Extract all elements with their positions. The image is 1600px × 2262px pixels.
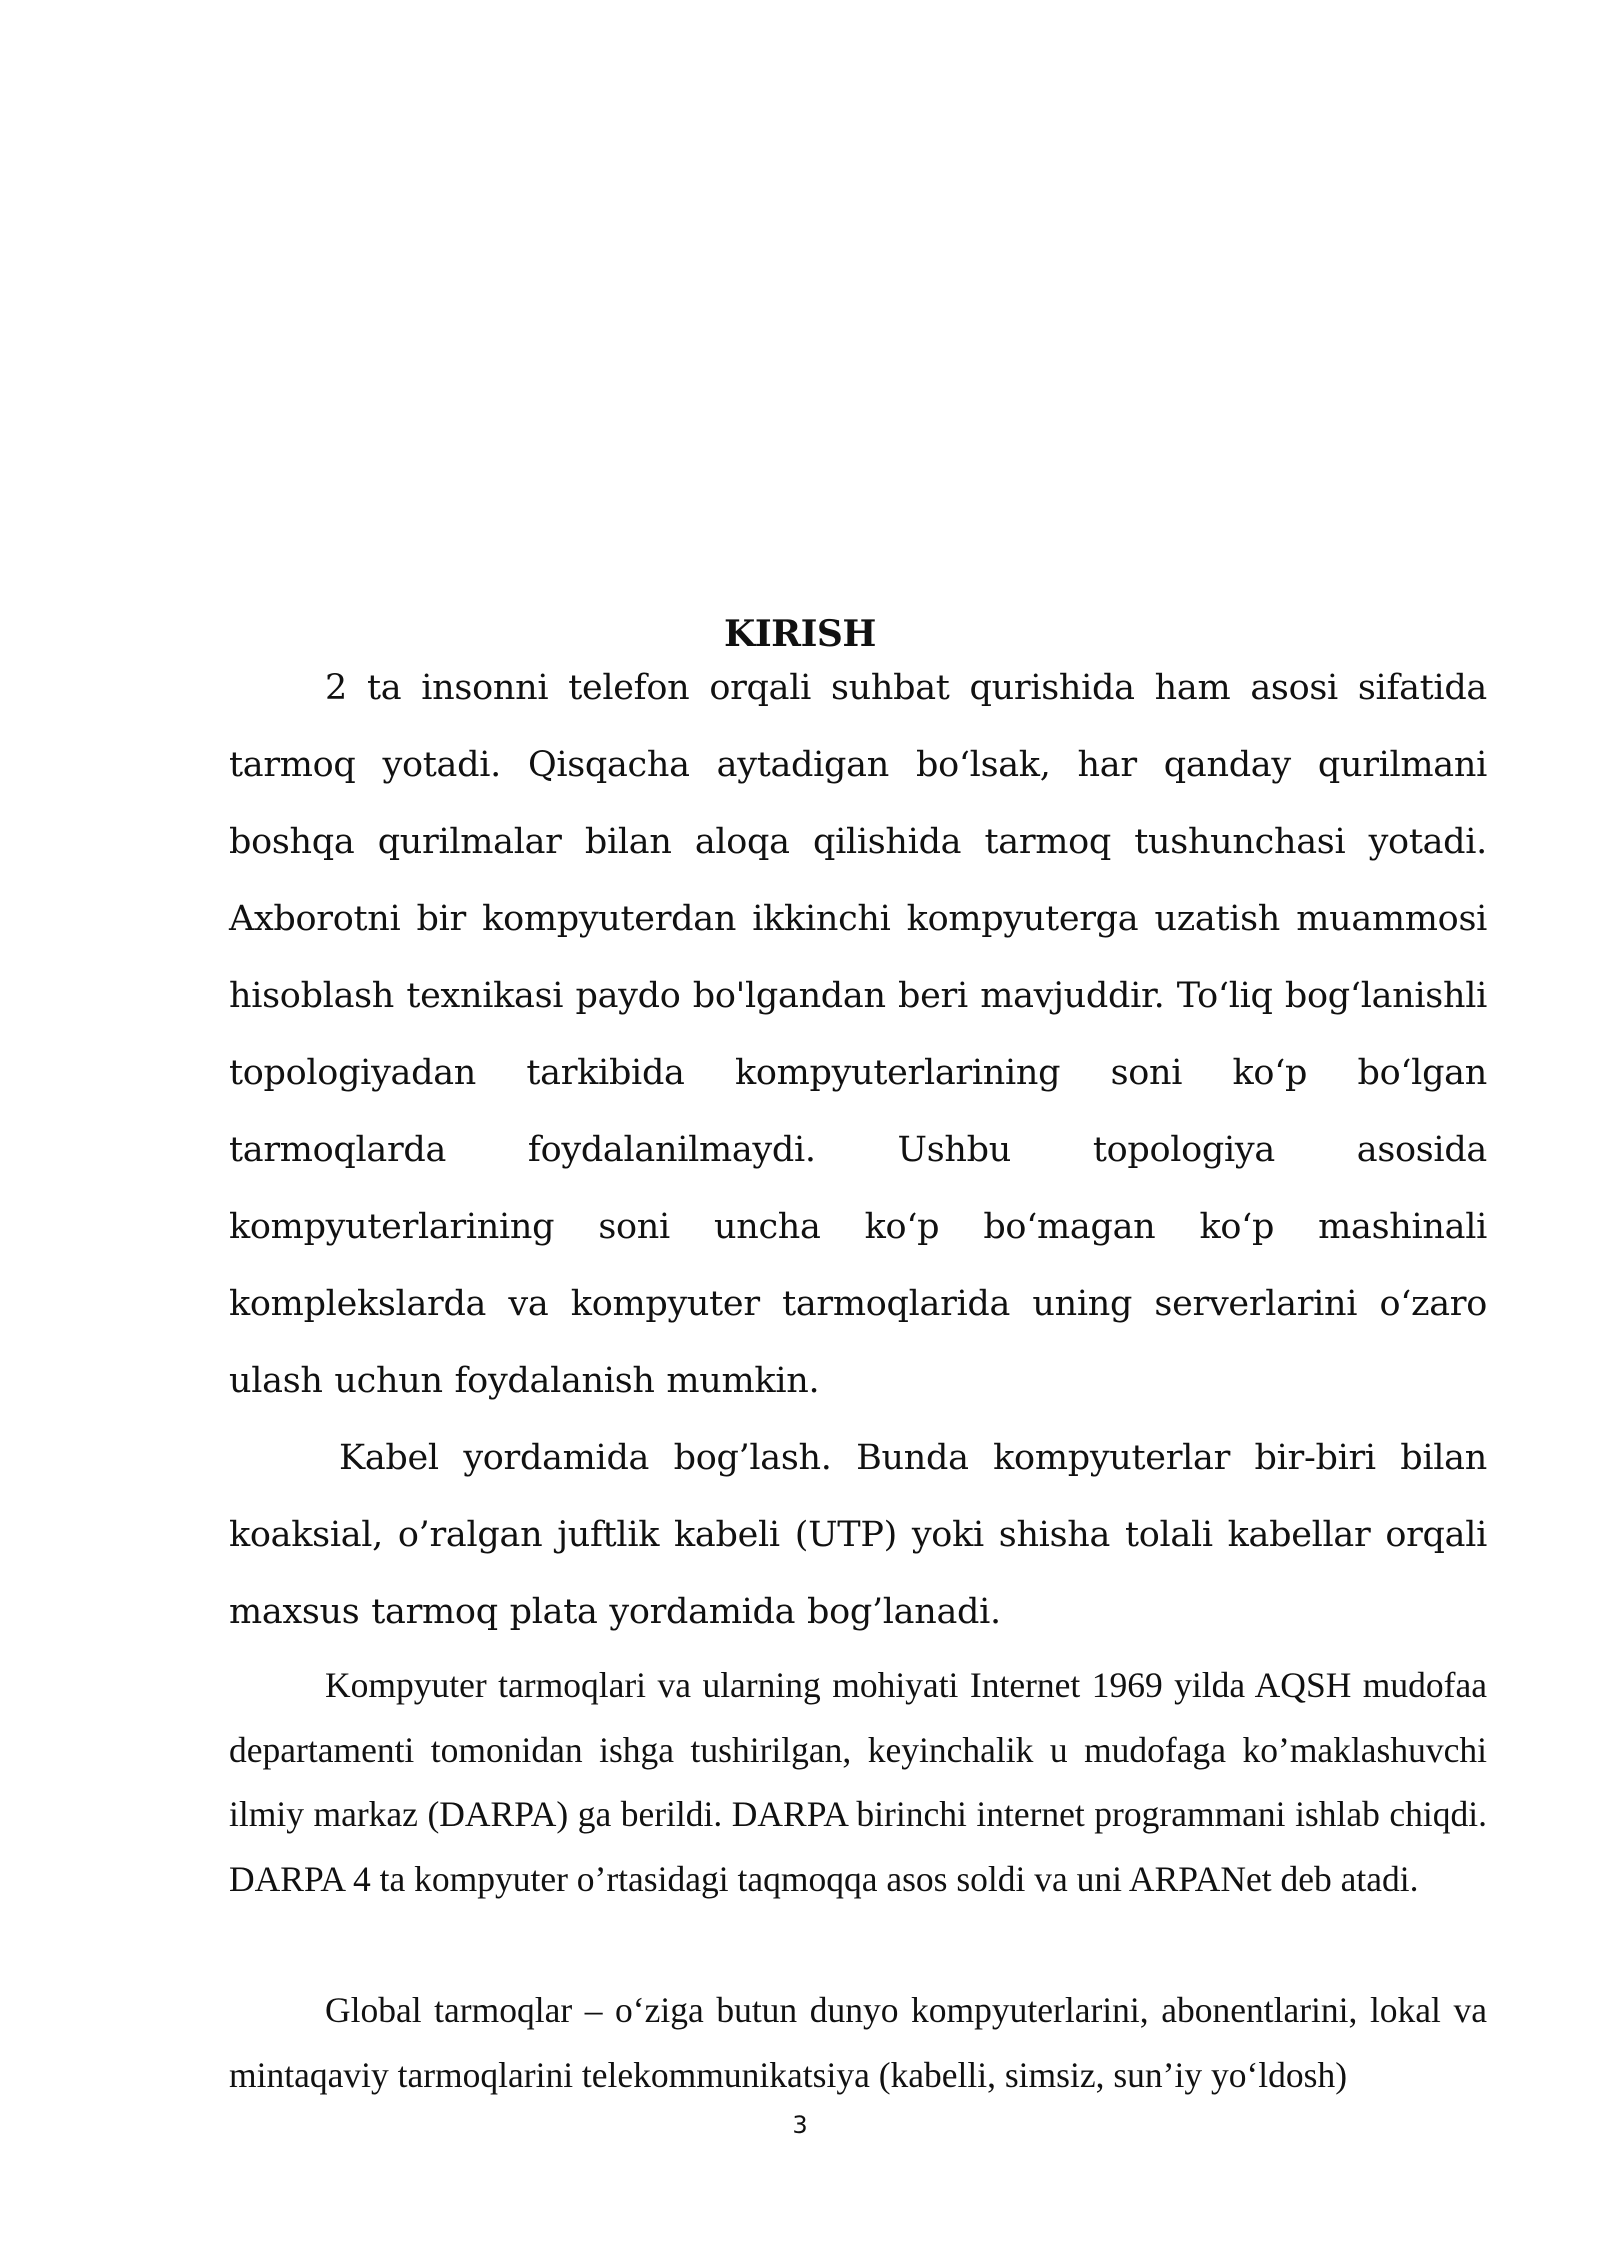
body-paragraph: Kabel yordamida bog’lash. Bunda kompyuterlar bir-biri bilan koaksial, o’ralgan juftlik kabeli (UTP) yoki shisha tolali kabellar orqali maxsus tarmoq plata yordamida bog’lanadi. — [229, 1438, 1487, 1632]
page-number: 3 — [792, 2111, 808, 2139]
body-paragraph: Global tarmoqlar – o‘ziga butun dunyo kompyuterlarini, abonentlarini, lokal va mintaqaviy tarmoqlarini telekommunikatsiya (kabelli, simsiz, sun’iy yo‘ldosh) — [229, 1990, 1487, 2095]
body-paragraph: Kompyuter tarmoqlari va ularning mohiyati Internet 1969 yilda AQSH mudofaa departamenti tomonidan ishga tushirilgan, keyinchalik u mudofaga ko’maklashuvchi ilmiy markaz (DARPA) ga berildi. DARPA birinchi internet programmani ishlab chiqdi. DARPA 4 ta kompyuter o’rtasidagi taqmoqqa asos soldi va uni ARPANet deb atadi. — [229, 1665, 1487, 1899]
body-paragraph: 2 ta insonni telefon orqali suhbat qurishida ham asosi sifatida tarmoq yotadi. Qisqacha aytadigan bo‘lsak, har qanday qurilmani boshqa qurilmalar bilan aloqa qilishida tarmoq tushunchasi yotadi. Axborotni bir kompyuterdan ikkinchi kompyuterga uzatish muammosi hisoblash texnikasi paydo bo'lgandan beri mavjuddir. To‘liq bog‘lanishli topologiyadan tarkibida kompyuterlarining soni ko‘p bo‘lgan tarmoqlarda foydalanilmaydi. Ushbu topologiya asosida kompyuterlarining soni uncha ko‘p bo‘magan ko‘p mashinali komplekslarda va kompyuter tarmoqlarida uning serverlarini o‘zaro ulash uchun foydalanish mumkin. — [229, 668, 1487, 1401]
section-heading: KIRISH — [724, 613, 876, 656]
